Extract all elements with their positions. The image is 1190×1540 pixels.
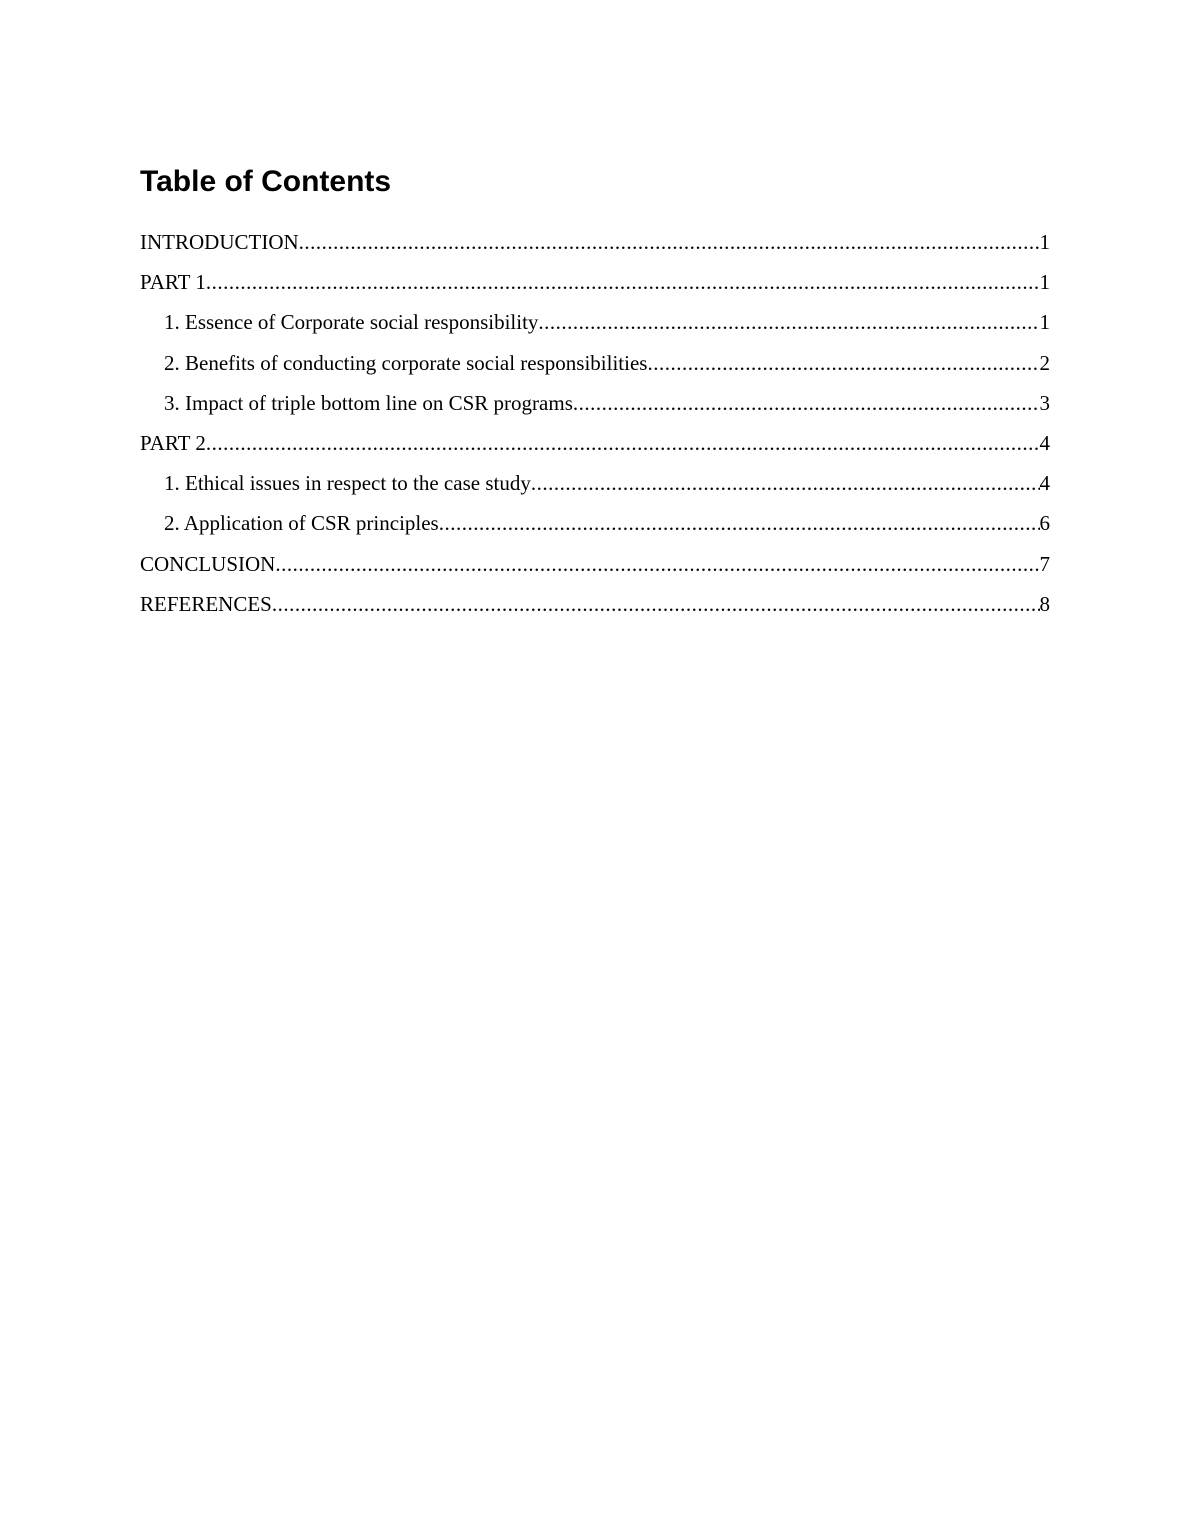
toc-entry[interactable] xyxy=(140,262,1050,302)
toc-entry[interactable] xyxy=(140,222,1050,262)
toc-leader-dots xyxy=(299,222,1040,262)
toc-leader-dots xyxy=(439,503,1040,543)
toc-entry-page: 7 xyxy=(1039,551,1050,576)
toc-entry[interactable] xyxy=(140,343,1050,383)
toc-leader-dots xyxy=(272,584,1040,624)
toc-entry-page: 2 xyxy=(1039,350,1050,375)
toc-entry-page: 1 xyxy=(1039,310,1050,335)
toc-entry-text: 3. Impact of triple bottom line on CSR programs xyxy=(164,390,573,415)
toc-entry-page: 1 xyxy=(1039,230,1050,254)
toc-entry-page: 1 xyxy=(1039,270,1050,295)
toc-entry[interactable] xyxy=(140,544,1050,584)
toc-entry-text: 1. Ethical issues in respect to the case study xyxy=(164,471,531,496)
toc-leader-dots xyxy=(206,262,1040,302)
toc-leader-dots xyxy=(206,423,1040,463)
toc-entry[interactable] xyxy=(140,463,1050,503)
toc-entry-text: PART 2 xyxy=(140,430,206,455)
toc-entry-text: 2. Application of CSR principles xyxy=(164,511,439,536)
toc-entry-text: REFERENCES xyxy=(140,591,272,616)
toc-entry[interactable] xyxy=(140,584,1050,624)
toc-entry[interactable] xyxy=(140,423,1050,463)
toc-title: Table of Contents xyxy=(140,165,392,198)
toc-entry[interactable] xyxy=(140,503,1050,543)
toc-entry[interactable] xyxy=(140,383,1050,423)
toc-leader-dots xyxy=(538,302,1039,342)
toc-entry-page: 3 xyxy=(1039,390,1050,415)
toc-entry[interactable] xyxy=(140,302,1050,342)
toc-entry-text: CONCLUSION xyxy=(140,551,276,576)
toc-entry-page: 6 xyxy=(1039,511,1050,536)
toc-entry-page: 4 xyxy=(1039,430,1050,455)
toc-entry-page: 4 xyxy=(1039,471,1050,496)
toc-entry-text: INTRODUCTION xyxy=(140,230,299,254)
toc-entry-text: 2. Benefits of conducting corporate social responsibilities xyxy=(164,350,648,375)
toc-list xyxy=(140,222,1050,624)
toc-leader-dots xyxy=(647,343,1039,383)
toc-leader-dots xyxy=(573,383,1040,423)
toc-entry-page: 8 xyxy=(1039,591,1050,616)
toc-leader-dots xyxy=(531,463,1040,503)
toc-leader-dots xyxy=(275,544,1039,584)
toc-entry-text: 1. Essence of Corporate social responsibility xyxy=(164,310,539,335)
toc-entry-text: PART 1 xyxy=(140,270,206,295)
